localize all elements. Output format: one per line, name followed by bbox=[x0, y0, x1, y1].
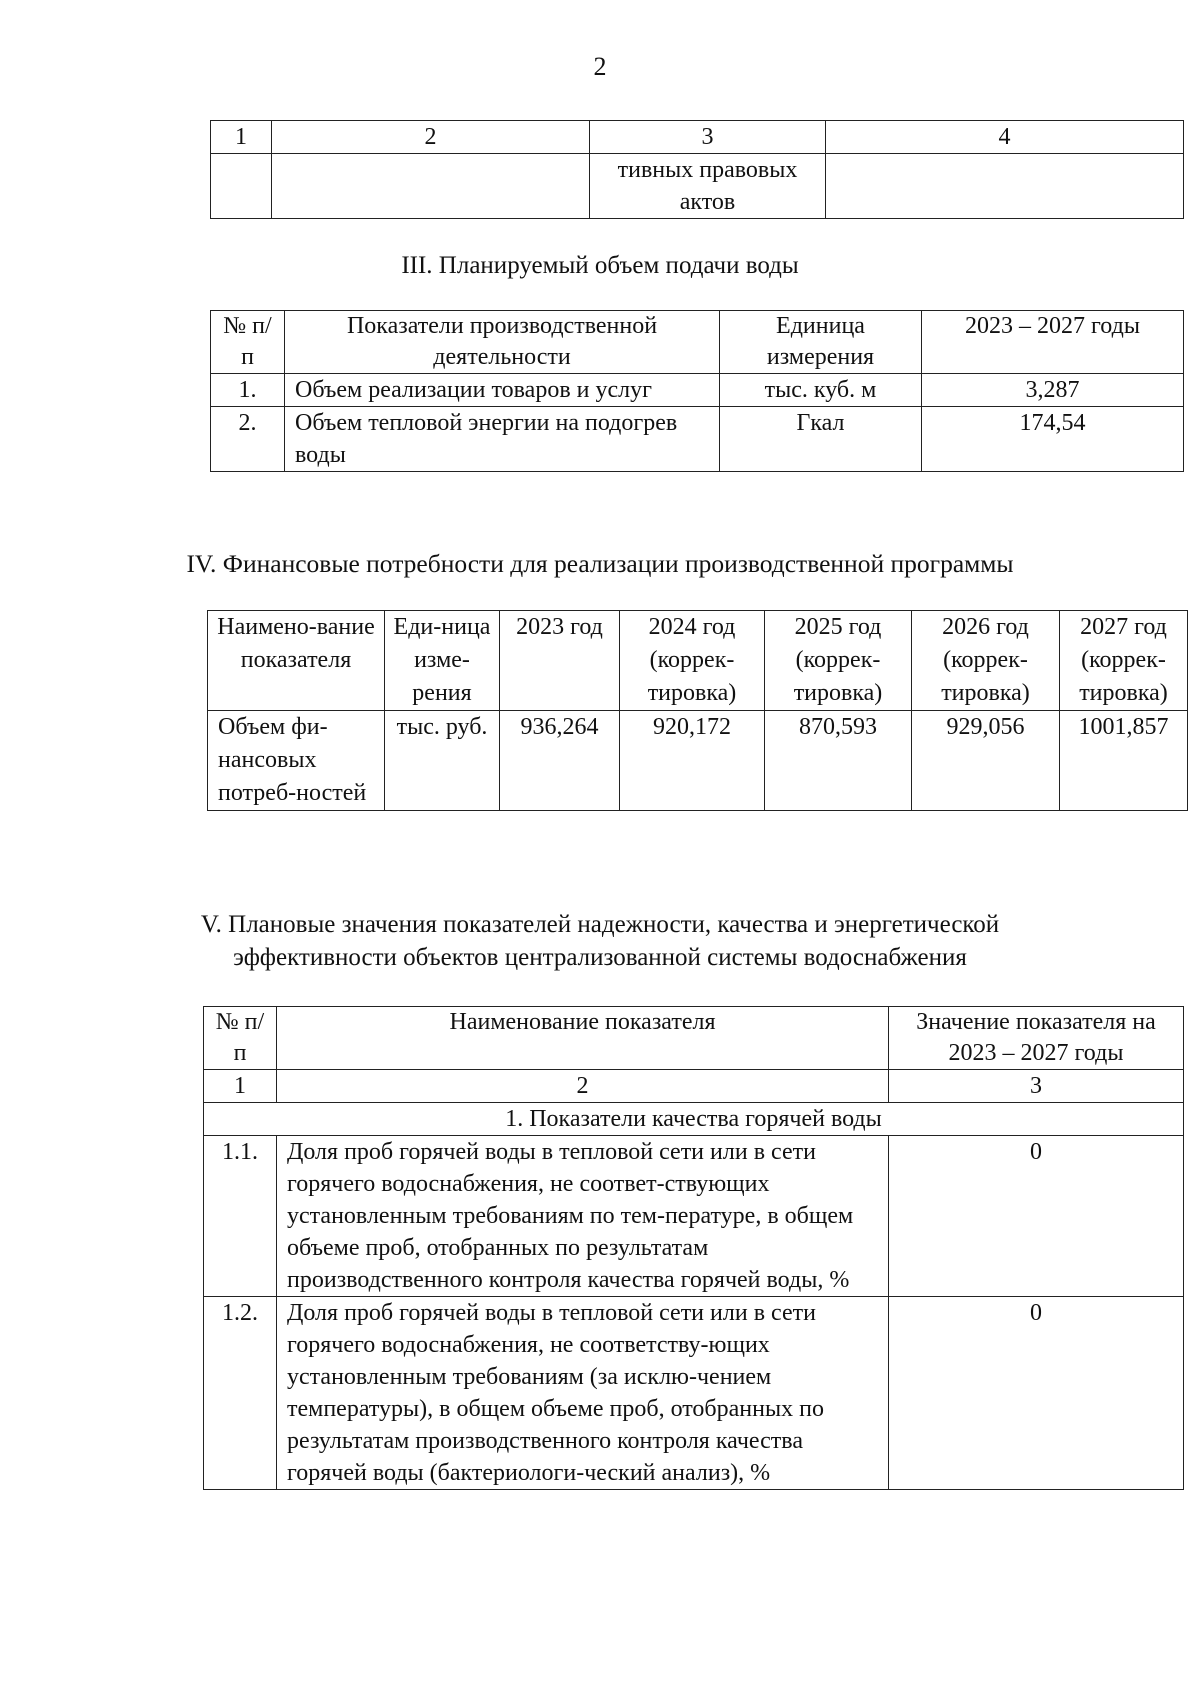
header-cell: Значение показателя на 2023 – 2027 годы bbox=[889, 1007, 1184, 1070]
row-number: 2. bbox=[211, 407, 285, 472]
value-cell: 0 bbox=[889, 1297, 1184, 1490]
table-cell bbox=[211, 154, 272, 219]
header-cell: Показатели производственной деятельности bbox=[285, 311, 720, 374]
header-cell: № п/п bbox=[211, 311, 285, 374]
table-row bbox=[211, 407, 1184, 472]
value-cell: 174,54 bbox=[922, 407, 1184, 472]
section-5-title-line-2: эффективности объектов централизованной системы водоснабжения bbox=[233, 944, 967, 971]
header-cell: 2026 год (коррек-тировка) bbox=[912, 611, 1060, 711]
table-header-row bbox=[211, 311, 1184, 374]
financial-needs-table bbox=[207, 610, 1188, 811]
page-number: 2 bbox=[593, 52, 607, 81]
value-cell: 0 bbox=[889, 1136, 1184, 1297]
header-cell: Еди-ница изме-рения bbox=[385, 611, 500, 711]
group-title-row bbox=[204, 1103, 1184, 1136]
table-row bbox=[204, 1136, 1184, 1297]
header-cell: 2027 год (коррек-тировка) bbox=[1060, 611, 1188, 711]
value-cell: 929,056 bbox=[912, 711, 1060, 811]
header-cell: 2025 год (коррек-тировка) bbox=[765, 611, 912, 711]
header-cell: Единица измерения bbox=[720, 311, 922, 374]
value-cell: 1001,857 bbox=[1060, 711, 1188, 811]
table-row bbox=[211, 374, 1184, 407]
header-cell: Наименование показателя bbox=[277, 1007, 889, 1070]
unit-cell: Гкал bbox=[720, 407, 922, 472]
indicator-name: Объем реализации товаров и услуг bbox=[285, 374, 720, 407]
row-number: 1. bbox=[211, 374, 285, 407]
unit-cell: тыс. куб. м bbox=[720, 374, 922, 407]
table-row bbox=[211, 121, 1184, 154]
table-cell bbox=[272, 154, 590, 219]
indicator-name: Объем тепловой энергии на подогрев воды bbox=[285, 407, 720, 472]
group-title: 1. Показатели качества горячей воды bbox=[204, 1103, 1184, 1136]
header-cell: 2024 год (коррек-тировка) bbox=[620, 611, 765, 711]
value-cell: 936,264 bbox=[500, 711, 620, 811]
table-header-row bbox=[208, 611, 1188, 711]
header-cell: Наимено-вание показателя bbox=[208, 611, 385, 711]
indicator-name: Объем фи-нансовых потреб-ностей bbox=[208, 711, 385, 811]
column-number-cell: 2 bbox=[272, 121, 590, 154]
column-number-cell: 1 bbox=[204, 1070, 277, 1103]
indicator-name: Доля проб горячей воды в тепловой сети или в сети горячего водоснабжения, не соответству-ющих установленным требованиям (за исклю-чением температуры), в общем объеме проб, отобранных по результатам производственного контроля качества горячей воды (бактериологи-ческий анализ), % bbox=[277, 1297, 889, 1490]
unit-cell: тыс. руб. bbox=[385, 711, 500, 811]
section-4-title: IV. Финансовые потребности для реализации производственной программы bbox=[186, 549, 1014, 578]
column-number-cell: 4 bbox=[826, 121, 1184, 154]
column-number-cell: 2 bbox=[277, 1070, 889, 1103]
table-row bbox=[204, 1297, 1184, 1490]
header-cell: 2023 год bbox=[500, 611, 620, 711]
row-number: 1.1. bbox=[204, 1136, 277, 1297]
table-row bbox=[208, 711, 1188, 811]
water-supply-table bbox=[210, 310, 1184, 472]
column-number-cell: 1 bbox=[211, 121, 272, 154]
section-3-title: III. Планируемый объем подачи воды bbox=[401, 252, 799, 279]
column-number-cell: 3 bbox=[889, 1070, 1184, 1103]
value-cell: 3,287 bbox=[922, 374, 1184, 407]
section-5-title-line-1: V. Плановые значения показателей надежности, качества и энергетической bbox=[200, 911, 1000, 938]
indicator-name: Доля проб горячей воды в тепловой сети или в сети горячего водоснабжения, не соответ-ствующих установленным требованиям по тем-пературе, в общем объеме проб, отобранных по результатам производственного контроля качества горячей воды, % bbox=[277, 1136, 889, 1297]
header-cell: № п/п bbox=[204, 1007, 277, 1070]
value-cell: 870,593 bbox=[765, 711, 912, 811]
row-number: 1.2. bbox=[204, 1297, 277, 1490]
table-header-row bbox=[204, 1007, 1184, 1070]
value-cell: 920,172 bbox=[620, 711, 765, 811]
table-cell: тивных правовых актов bbox=[590, 154, 826, 219]
continuation-table bbox=[210, 120, 1184, 219]
table-cell bbox=[826, 154, 1184, 219]
header-cell: 2023 – 2027 годы bbox=[922, 311, 1184, 374]
quality-indicators-table bbox=[203, 1006, 1184, 1490]
column-number-row bbox=[204, 1070, 1184, 1103]
column-number-cell: 3 bbox=[590, 121, 826, 154]
table-row bbox=[211, 154, 1184, 219]
